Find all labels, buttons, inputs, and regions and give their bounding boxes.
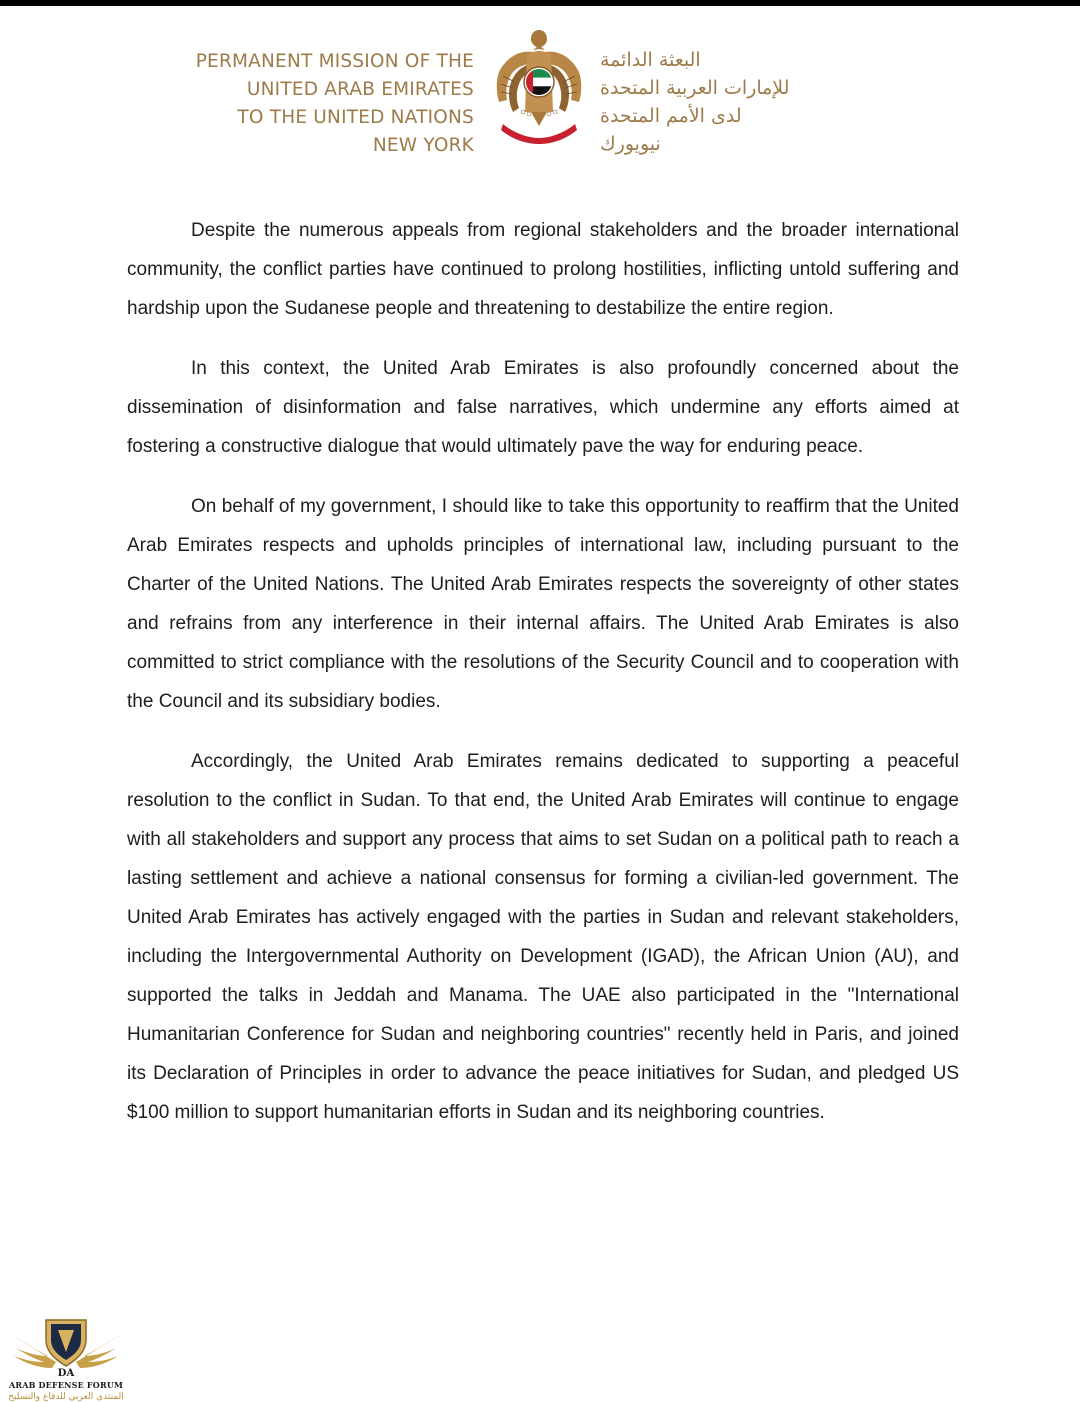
letterhead-english-line: NEW YORK — [372, 135, 474, 156]
uae-falcon-emblem-icon — [493, 26, 585, 144]
letterhead-arabic-line: نيويورك — [600, 133, 661, 155]
body-paragraph: Accordingly, the United Arab Emirates remains dedicated to supporting a peaceful resolution to the conflict in Sudan. To that end, the United Arab Emirates will continue to engage with all stakeholders and support any process that aims to set Sudan on a political path to reach a lasting settlement and achieve a national consensus for forming a civilian-led government. The United Arab Emirates has actively engaged with the parties in Sudan and relevant stakeholders, including the Intergovernmental Authority on Development (IGAD), the African Union (AU), and supported the talks in Jeddah and Manama. The UAE also participated in the "International Humanitarian Conference for Sudan and neighboring countries" recently held in Paris, and joined its Declaration of Principles in order to advance the peace initiatives for Sudan, and pledged US $100 million to support humanitarian efforts in Sudan and its neighboring countries. — [127, 751, 959, 1123]
body-paragraph: On behalf of my government, I should like to take this opportunity to reaffirm that the United Arab Emirates respects and upholds principles of international law, including pursuant to the Charter of the United Nations. The United Arab Emirates respects the sovereignty of other states and refrains from any interference in their internal affairs. The United Arab Emirates is also committed to strict compliance with the resolutions of the Security Council and to cooperation with the Council and its subsidiary bodies. — [127, 496, 959, 712]
forum-name: ARAB DEFENSE FORUM — [8, 1380, 124, 1390]
forum-watermark — [6, 1312, 126, 1402]
letterhead-arabic-line: لدى الأمم المتحدة — [600, 105, 742, 127]
body-paragraph: In this context, the United Arab Emirates is also profoundly concerned about the dissemination of disinformation and false narratives, which undermine any efforts aimed at fostering a constructive dialogue that would ultimately pave the way for enduring peace. — [127, 358, 959, 457]
letter-body — [127, 211, 959, 1153]
arab-defense-forum-logo-icon — [6, 1312, 126, 1378]
letterhead-arabic — [600, 46, 900, 158]
letterhead-english-line: TO THE UNITED NATIONS — [237, 107, 474, 128]
letterhead-arabic-line: للإمارات العربية المتحدة — [600, 77, 790, 99]
letterhead-english-line: UNITED ARAB EMIRATES — [246, 79, 474, 100]
body-paragraph: Despite the numerous appeals from regional stakeholders and the broader international community, the conflict parties have continued to prolong hostilities, inflicting untold suffering and hardship upon the Sudanese people and threatening to destabilize the entire region. — [127, 220, 959, 319]
letterhead-arabic-line: البعثة الدائمة — [600, 49, 701, 71]
forum-monogram: DA — [57, 1368, 75, 1378]
letterhead-english — [196, 48, 474, 160]
letterhead-english-line: PERMANENT MISSION OF THE — [195, 51, 474, 72]
forum-arabic-name: المنتدى العربي للدفاع والتسليح — [8, 1392, 124, 1402]
letterhead — [0, 26, 1080, 166]
